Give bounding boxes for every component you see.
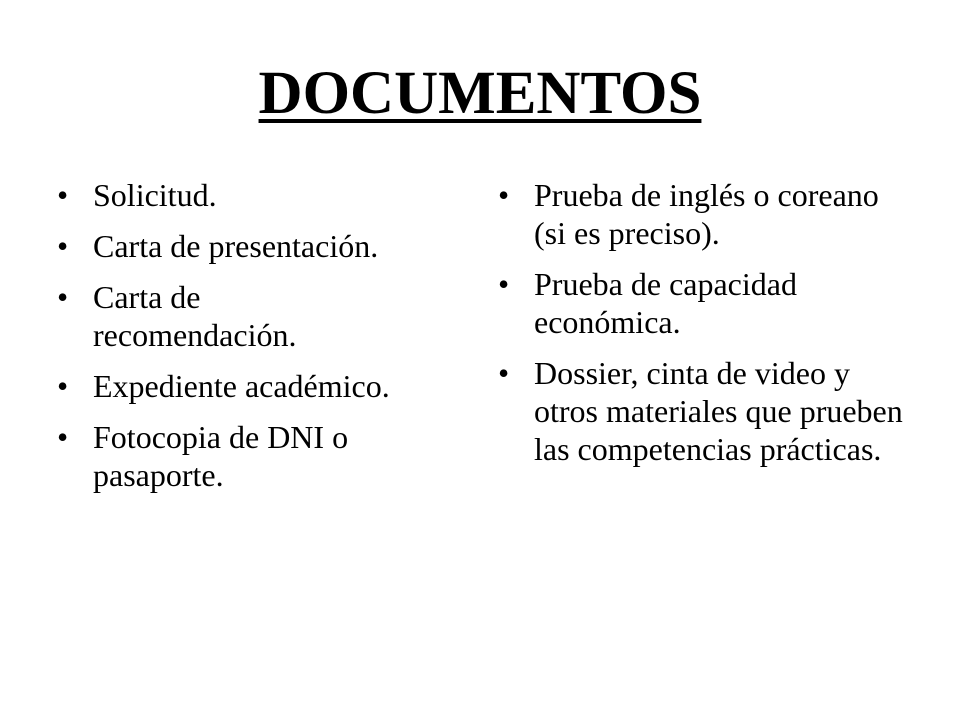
list-item-text: Dossier, cinta de video y otros materiales que prueben las competencias prácticas. (534, 355, 903, 467)
left-bullet-list (57, 176, 457, 507)
list-item (57, 367, 457, 405)
list-item (57, 176, 457, 214)
list-item-text: Carta de recomendación. (93, 279, 297, 353)
slide-title-text: DOCUMENTOS (258, 60, 702, 127)
bullet-icon: • (57, 279, 69, 315)
list-item-text: Fotocopia de DNI o pasaporte. (93, 419, 349, 493)
slide-title (0, 58, 960, 130)
bullet-icon: • (57, 368, 69, 404)
list-item (57, 278, 383, 354)
list-item-text: Prueba de inglés o coreano (si es preciso). (534, 177, 879, 251)
list-item-text: Carta de presentación. (93, 228, 379, 264)
bullet-icon: • (498, 355, 510, 391)
list-item (498, 265, 864, 341)
bullet-icon: • (57, 228, 69, 264)
list-item-text: Solicitud. (93, 177, 217, 213)
list-item (57, 418, 438, 494)
right-bullet-list (498, 176, 903, 481)
bullet-icon: • (498, 177, 510, 213)
bullet-icon: • (498, 266, 510, 302)
bullet-icon: • (57, 419, 69, 455)
list-item (498, 176, 894, 252)
list-item (57, 227, 457, 265)
bullet-icon: • (57, 177, 69, 213)
list-item-text: Expediente académico. (93, 368, 390, 404)
list-item (498, 354, 914, 468)
list-item-text: Prueba de capacidad económica. (534, 266, 797, 340)
